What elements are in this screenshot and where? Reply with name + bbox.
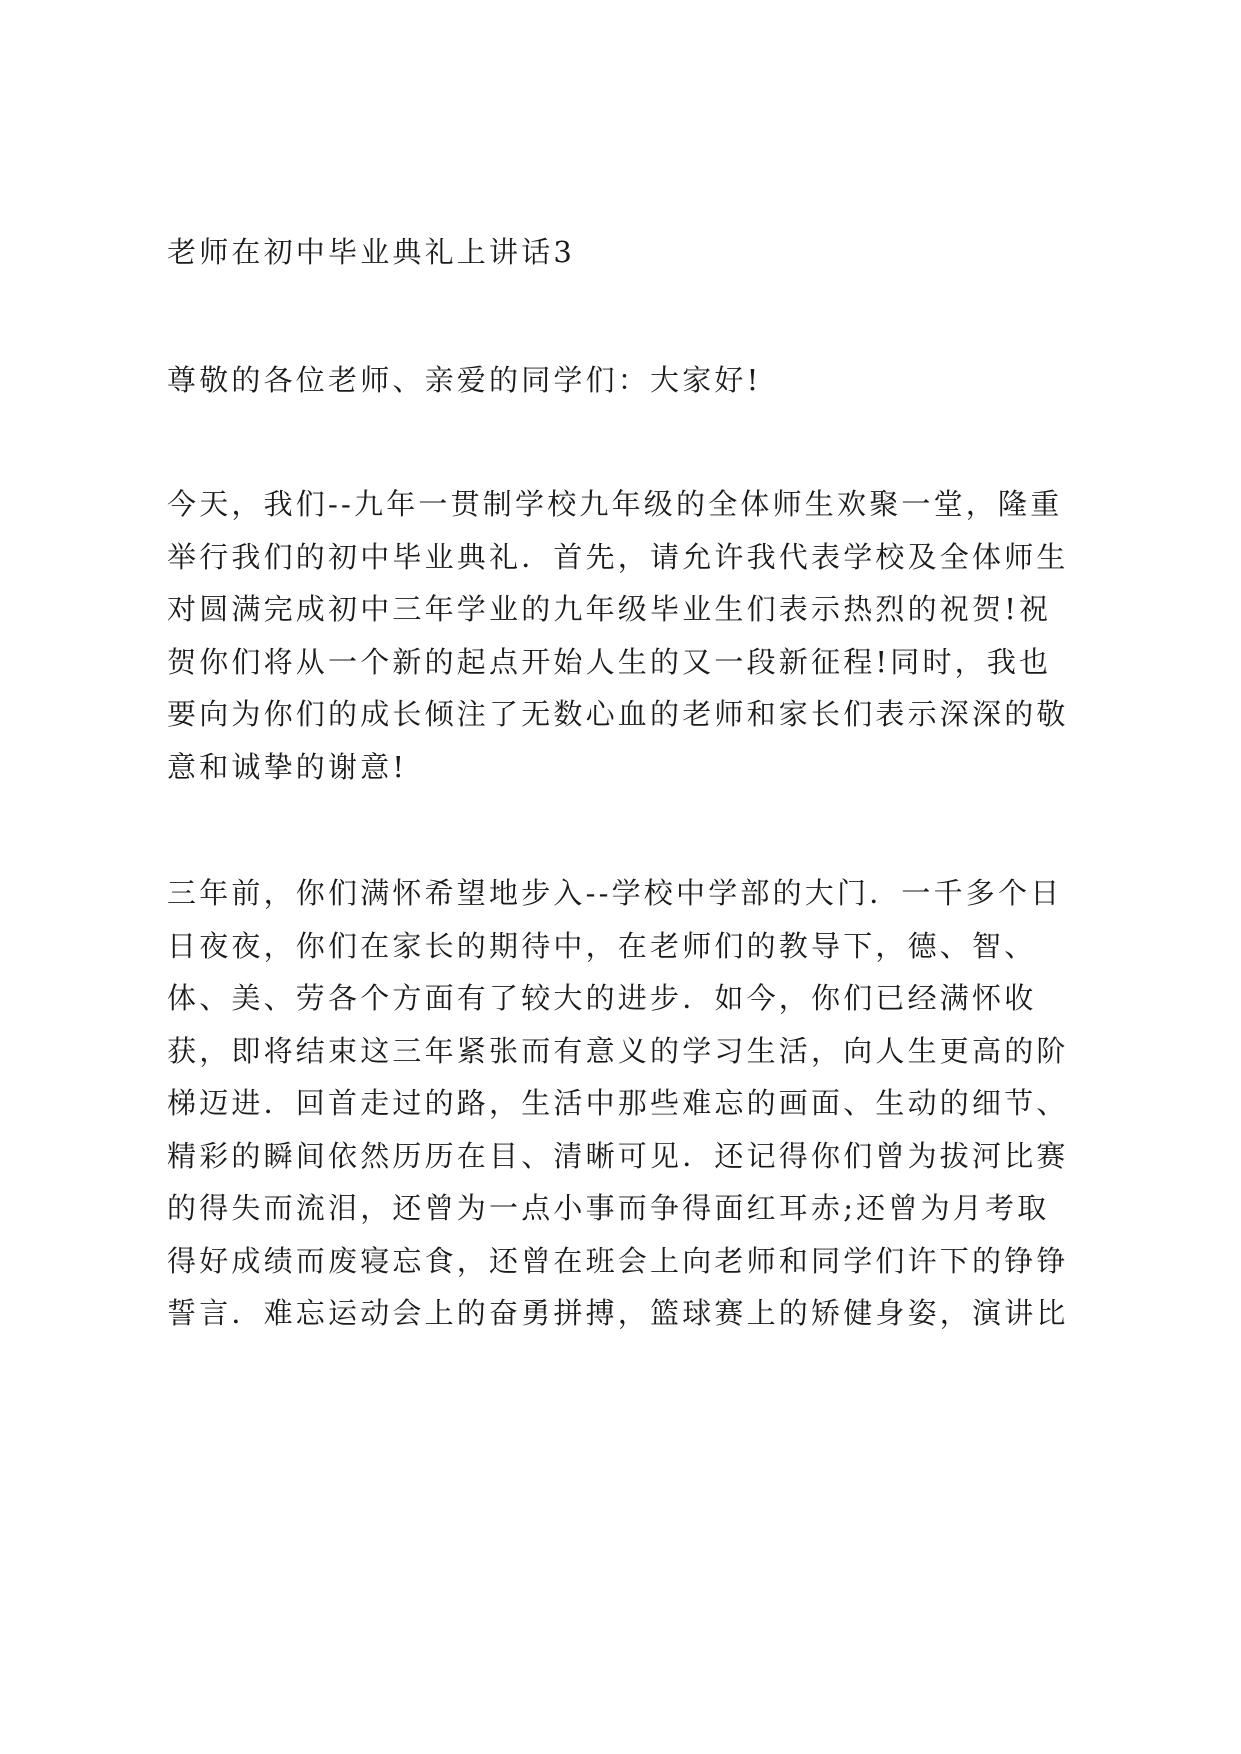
paragraph-2-line-2: 日夜夜，你们在家长的期待中，在老师们的教导下，德、智、 — [167, 929, 1037, 963]
paragraph-1-line-1: 今天，我们--九年一贯制学校九年级的全体师生欢聚一堂，隆重 — [167, 487, 1063, 521]
document-title: 老师在初中毕业典礼上讲话3 — [167, 235, 576, 269]
paragraph-1-line-2: 举行我们的初中毕业典礼．首先，请允许我代表学校及全体师生 — [167, 540, 1069, 574]
paragraph-2-line-4: 获，即将结束这三年紧张而有意义的学习生活，向人生更高的阶 — [167, 1034, 1069, 1068]
paragraph-2-line-6: 精彩的瞬间依然历历在目、清晰可见．还记得你们曾为拔河比赛 — [167, 1139, 1069, 1173]
paragraph-1-line-5: 要向为你们的成长倾注了无数心血的老师和家长们表示深深的敬 — [167, 697, 1069, 731]
greeting-line: 尊敬的各位老师、亲爱的同学们：大家好! — [167, 363, 762, 397]
paragraph-2-line-3: 体、美、劳各个方面有了较大的进步．如今，你们已经满怀收 — [167, 981, 1037, 1015]
paragraph-2-line-7: 的得失而流泪，还曾为一点小事而争得面红耳赤;还曾为月考取 — [167, 1191, 1050, 1225]
paragraph-1-line-3: 对圆满完成初中三年学业的九年级毕业生们表示热烈的祝贺!祝 — [167, 592, 1052, 626]
paragraph-1-line-4: 贺你们将从一个新的起点开始人生的又一段新征程!同时，我也 — [167, 645, 1052, 679]
paragraph-2-line-9: 誓言．难忘运动会上的奋勇拼搏，篮球赛上的矫健身姿，演讲比 — [167, 1296, 1069, 1330]
paragraph-1-line-6: 意和诚挚的谢意! — [167, 750, 408, 784]
paragraph-2-line-5: 梯迈进．回首走过的路，生活中那些难忘的画面、生动的细节、 — [167, 1086, 1069, 1120]
paragraph-2-line-1: 三年前，你们满怀希望地步入--学校中学部的大门．一千多个日 — [167, 876, 1063, 910]
paragraph-2-line-8: 得好成绩而废寝忘食，还曾在班会上向老师和同学们许下的铮铮 — [167, 1244, 1069, 1278]
